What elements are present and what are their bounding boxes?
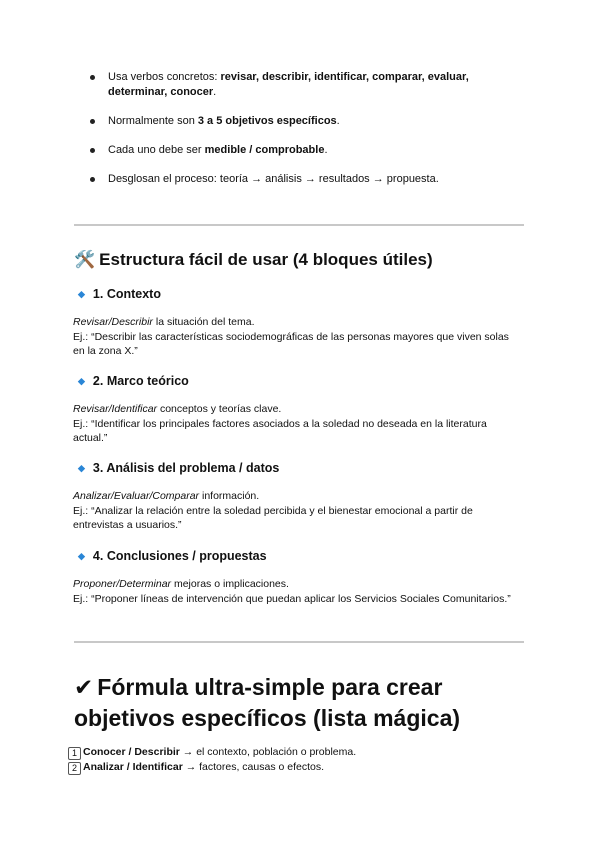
blue-diamond-icon: ◆ — [78, 463, 85, 473]
bullet-item: Usa verbos concretos: revisar, describir, identificar, comparar, evaluar, determinar, conocer. — [90, 70, 490, 100]
block-title-theory: ◆ 2. Marco teórico — [78, 374, 189, 388]
bullet-item: Cada uno debe ser medible / comprobable. — [90, 143, 490, 158]
block-title-conclusions: ◆ 4. Conclusiones / propuestas — [78, 549, 267, 563]
block-title-analysis: ◆ 3. Análisis del problema / datos — [78, 461, 280, 475]
block-body-theory: Revisar/Identificar conceptos y teorías clave. Ej.: “Identificar los principales factores asociados a la soledad no deseada en la literatura actual.” — [73, 403, 487, 444]
tools-icon: 🛠️ — [74, 250, 96, 269]
list-item: 2 Analizar / Identificar → factores, causas o efectos. — [68, 760, 528, 775]
section-divider — [74, 224, 524, 226]
list-item: 1 Conocer / Describir → el contexto, población o problema. — [68, 745, 528, 760]
bullet-item: Normalmente son 3 a 5 objetivos específicos. — [90, 114, 490, 129]
criteria-bullet-list — [90, 70, 490, 187]
blue-diamond-icon: ◆ — [78, 551, 85, 561]
check-mark-icon: ✔ — [74, 674, 94, 700]
blue-diamond-icon: ◆ — [78, 289, 85, 299]
block-title-context: ◆ 1. Contexto — [78, 287, 161, 301]
magic-list — [68, 745, 528, 775]
structure-heading: 🛠️ Estructura fácil de usar (4 bloques útiles) — [74, 250, 433, 269]
block-body-conclusions: Proponer/Determinar mejoras o implicaciones. Ej.: “Proponer líneas de intervención que puedan aplicar los Servicios Sociales Comunitarios.” — [73, 578, 511, 605]
section-divider — [74, 641, 524, 643]
blue-diamond-icon: ◆ — [78, 376, 85, 386]
bullet-item: Desglosan el proceso: teoría → análisis → resultados → propuesta. — [90, 172, 490, 187]
keycap-number-icon: 1 — [68, 747, 81, 760]
block-body-context: Revisar/Describir la situación del tema. Ej.: “Describir las características sociodemográficas de las personas mayores que viven solas en la zona X.” — [73, 316, 509, 357]
block-body-analysis: Analizar/Evaluar/Comparar información. Ej.: “Analizar la relación entre la soledad percibida y el bienestar emocional a partir de entrevistas a usuarios.” — [73, 490, 473, 531]
keycap-number-icon: 2 — [68, 762, 81, 775]
formula-heading: ✔ Fórmula ultra-simple para crear objetivos específicos (lista mágica) — [74, 674, 461, 731]
